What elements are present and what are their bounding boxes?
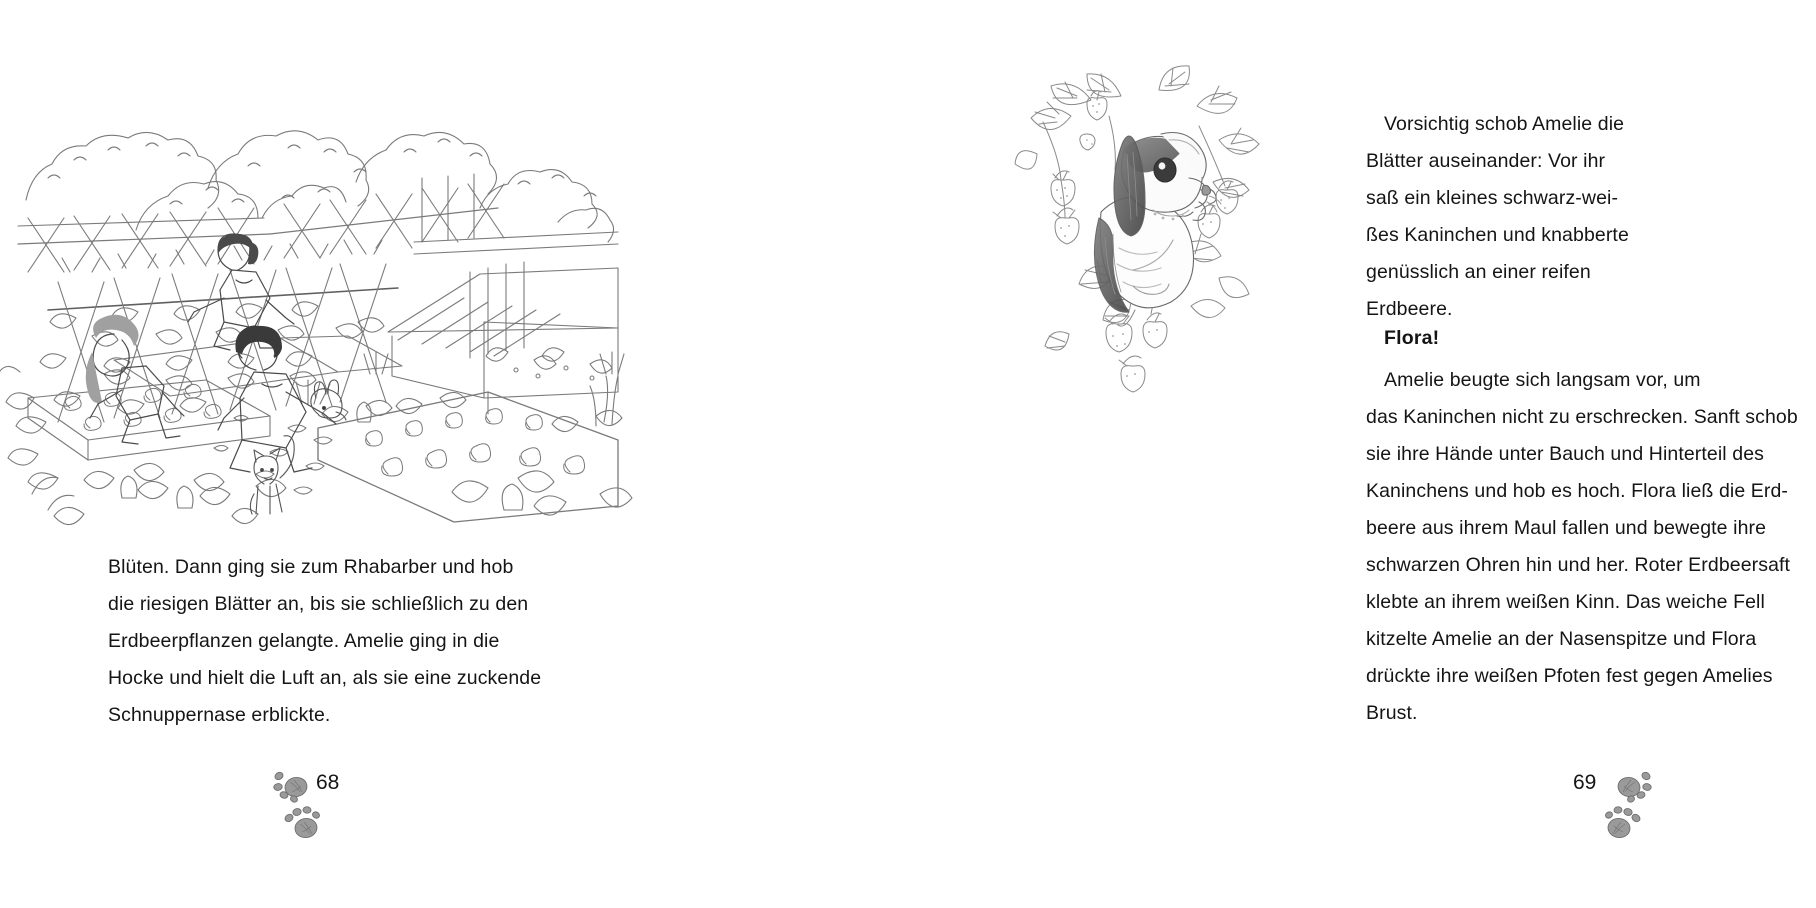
paw-print-icon	[1613, 764, 1655, 802]
text-line: Blätter auseinander: Vor ihr	[1366, 150, 1606, 172]
left-page-footer	[262, 760, 372, 850]
text-line: die riesigen Blätter an, bis sie schließlich zu den	[108, 593, 529, 615]
text-line: Erdbeerpflanzen gelangte. Amelie ging in die	[108, 630, 500, 652]
text-line: Amelie beugte sich langsam vor, um	[1384, 369, 1701, 391]
left-book-page	[0, 0, 640, 908]
right-page-paragraph-two	[1366, 362, 1816, 732]
text-line: Erdbeere.	[1366, 298, 1453, 320]
text-line: Vorsichtig schob Amelie die	[1384, 113, 1625, 135]
rabbit-in-strawberries-illustration	[1013, 62, 1263, 392]
text-line: genüsslich an einer reifen	[1366, 261, 1591, 283]
exclamation-line: Flora!	[1384, 327, 1440, 349]
text-line: das Kaninchen nicht zu erschrecken. Sanft schob	[1366, 406, 1798, 428]
text-line: schwarzen Ohren hin und her. Roter Erdbeersaft	[1366, 554, 1791, 576]
page-number: 69	[1573, 771, 1597, 794]
text-line: klebte an ihrem weißen Kinn. Das weiche Fell	[1366, 591, 1765, 613]
right-page-paragraph-one	[1366, 106, 1656, 328]
paw-print-icon	[282, 802, 324, 840]
text-line: Brust.	[1366, 702, 1418, 724]
left-page-body-text	[108, 549, 578, 734]
text-line: beere aus ihrem Maul fallen und bewegte ihre	[1366, 517, 1767, 539]
page-number: 68	[316, 771, 340, 794]
text-line: Blüten. Dann ging sie zum Rhabarber und hob	[108, 556, 514, 578]
text-line: Hocke und hielt die Luft an, als sie eine zuckende	[108, 667, 542, 689]
text-line: Kaninchens und hob es hoch. Flora ließ die Erd-	[1366, 480, 1789, 502]
right-page-footer	[1565, 760, 1675, 850]
garden-scene-illustration	[18, 122, 618, 522]
text-line: kitzelte Amelie an der Nasenspitze und Flora	[1366, 628, 1757, 650]
text-line: ßes Kaninchen und knabberte	[1366, 224, 1629, 246]
paw-print-icon	[1601, 802, 1643, 840]
text-line: saß ein kleines schwarz-wei-	[1366, 187, 1619, 209]
text-line: sie ihre Hände unter Bauch und Hinterteil des	[1366, 443, 1764, 465]
right-page-exclamation	[1366, 320, 1666, 357]
paw-print-icon	[270, 764, 312, 802]
text-line: drückte ihre weißen Pfoten fest gegen Amelies	[1366, 665, 1773, 687]
text-line: Schnuppernase erblickte.	[108, 704, 331, 726]
